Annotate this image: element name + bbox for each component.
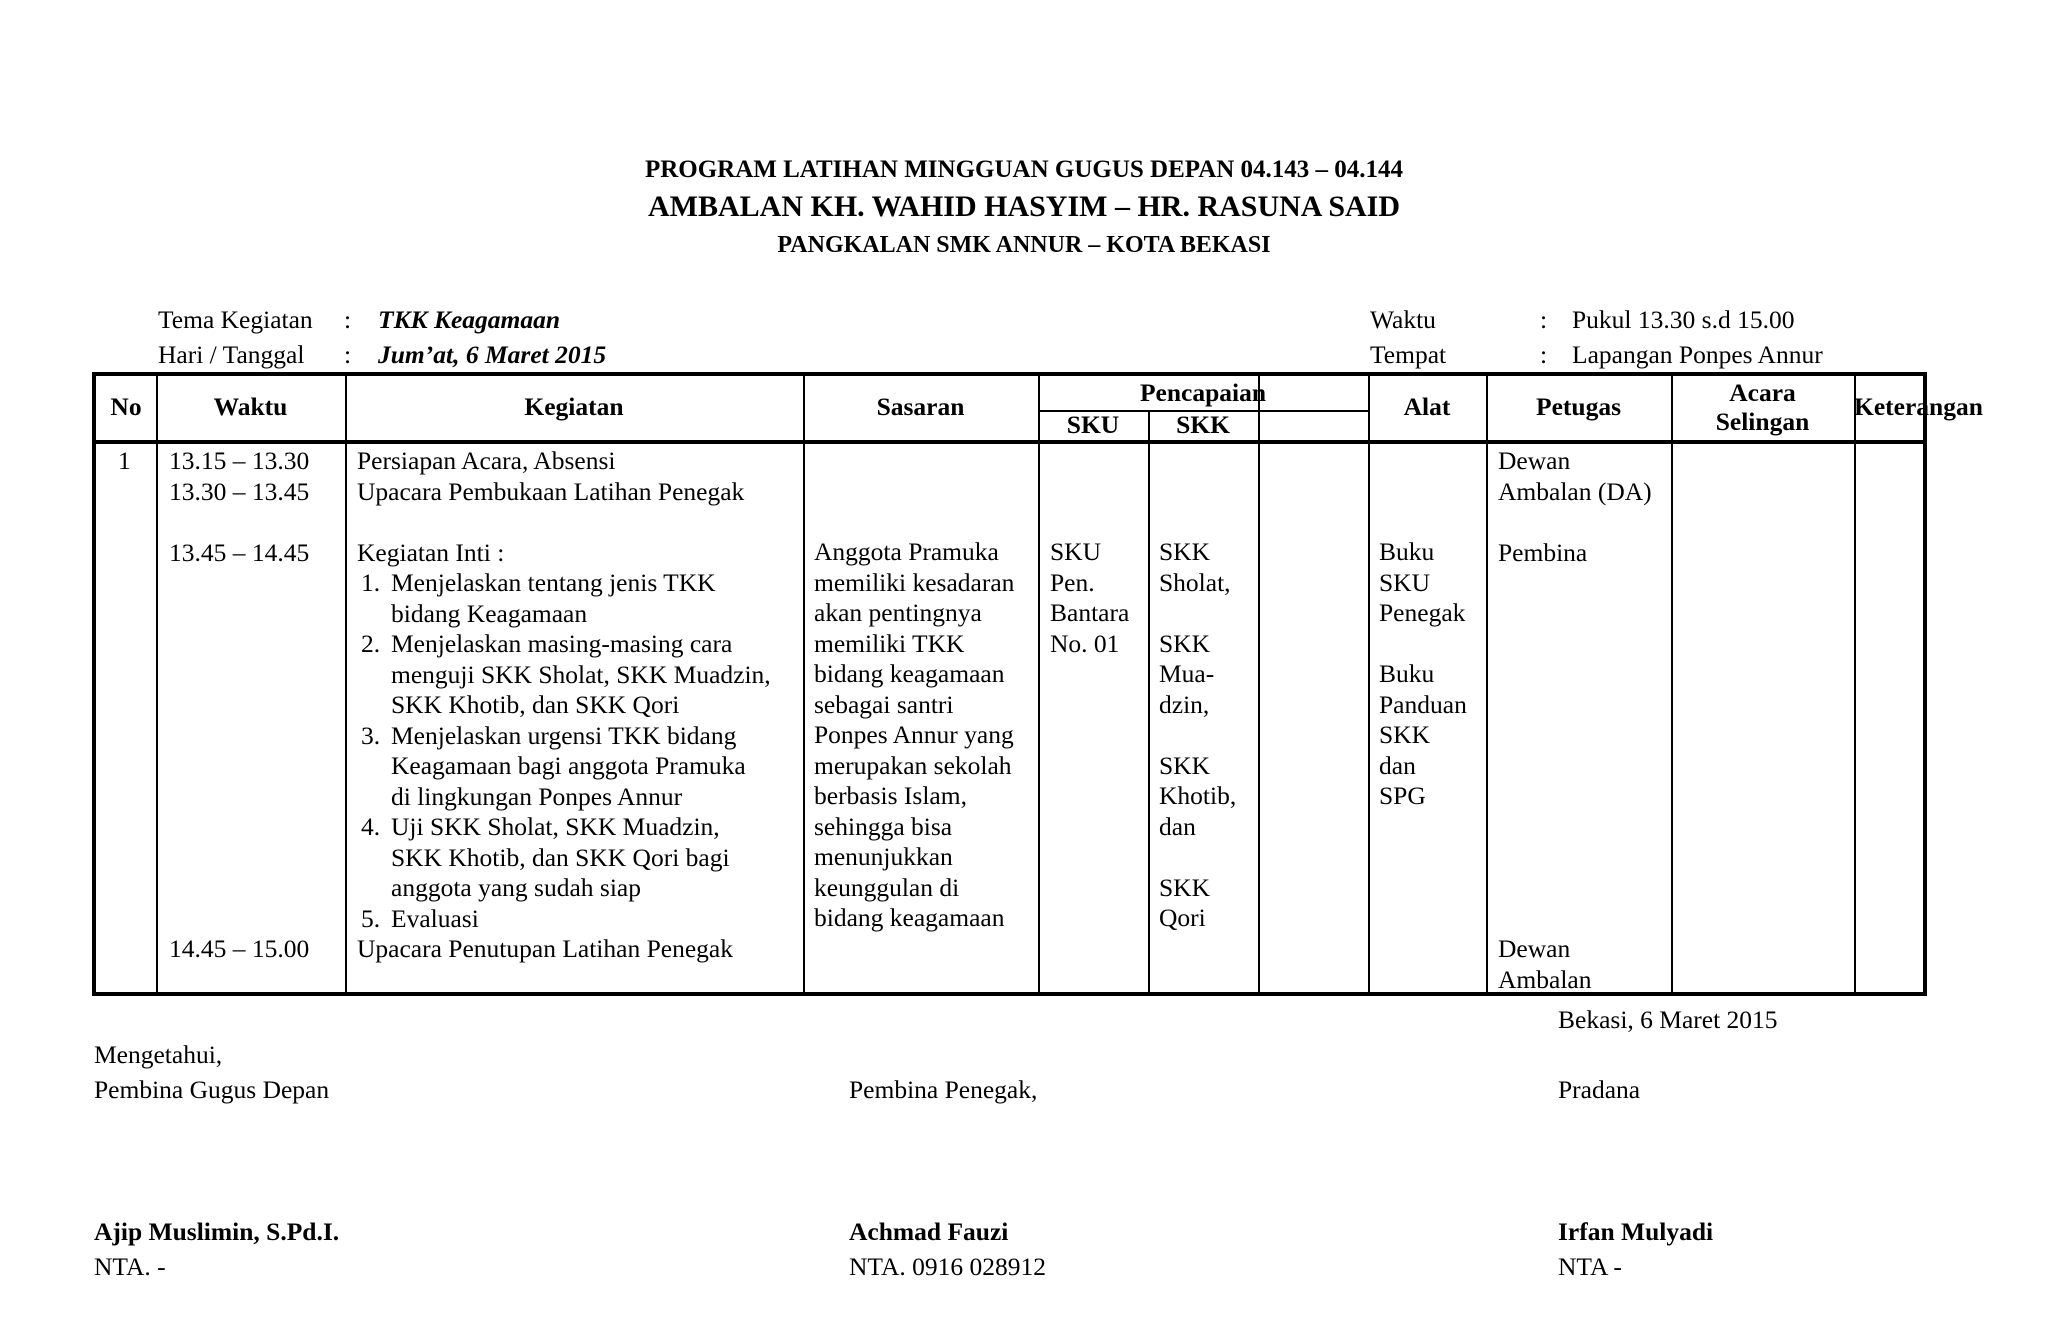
document-title-line1: PROGRAM LATIHAN MINGGUAN GUGUS DEPAN 04.143 – 04.144 (644, 156, 1404, 183)
alat-line: SPG (1379, 781, 1426, 810)
skk-line: SKK (1159, 750, 1211, 780)
list-line: anggota yang sudah siap (391, 873, 641, 902)
list-line: Menjelaskan masing-masing cara (391, 629, 733, 658)
petugas-bottom (1498, 934, 1591, 995)
document-title-line2: AMBALAN KH. WAHID HASYIM – HR. RASUNA SAID (647, 190, 1401, 223)
sku-line: Pen. (1050, 567, 1095, 597)
list-number: 3. (361, 720, 381, 750)
sasaran-line: merupakan sekolah (814, 750, 1012, 780)
header-divider (96, 440, 1923, 444)
alat-line: Penegak (1379, 598, 1466, 627)
waktu-line: 14.45 – 15.00 (169, 934, 310, 963)
sku-line: No. 01 (1050, 628, 1120, 658)
tema-value: TKK Keagamaan (378, 305, 561, 334)
sasaran-line: bidang keagamaan (814, 659, 1005, 688)
tema-label: Tema Kegiatan (158, 305, 313, 334)
signer-mid-role: Pembina Penegak, (849, 1075, 1038, 1104)
kegiatan-cell (357, 446, 771, 934)
tempat-separator: : (1540, 340, 1548, 369)
list-line: Menjelaskan tentang jenis TKK (391, 568, 716, 597)
list-line: SKK Khotib, dan SKK Qori (391, 690, 680, 719)
col-divider (156, 376, 158, 992)
signer-mid-nta: NTA. 0916 028912 (849, 1252, 1046, 1281)
list-line: bidang Keagamaan (391, 598, 588, 628)
list-item (357, 904, 771, 935)
kegiatan-line: Upacara Penutupan Latihan Penegak (357, 934, 733, 963)
waktu-label: Waktu (1370, 305, 1436, 334)
header-kegiatan: Kegiatan (524, 392, 624, 421)
waktu-line: 13.45 – 14.45 (169, 537, 310, 567)
hari-label: Hari / Tanggal (158, 340, 305, 369)
mengetahui-label: Mengetahui, (94, 1040, 223, 1069)
waktu-cell (169, 446, 309, 568)
skk-line: Sholat, (1159, 567, 1231, 597)
alat-line: dan (1379, 750, 1416, 780)
list-number: 4. (361, 812, 381, 841)
document-title-line3: PANGKALAN SMK ANNUR – KOTA BEKASI (777, 232, 1271, 258)
list-number: 5. (361, 903, 381, 933)
header-petugas: Petugas (1536, 392, 1621, 421)
list-item (357, 721, 771, 813)
sasaran-line: memiliki TKK (814, 628, 965, 658)
col-divider (1854, 376, 1856, 992)
waktu-line: 13.30 – 13.45 (169, 476, 310, 506)
skk-line: dan (1159, 811, 1196, 841)
header-pencapaian: Pencapaian (1139, 378, 1267, 407)
sasaran-line: berbasis Islam, (814, 781, 967, 810)
header-sasaran: Sasaran (876, 392, 965, 421)
skk-cell (1159, 537, 1236, 934)
col-divider (803, 376, 805, 992)
list-line: menguji SKK Sholat, SKK Muadzin, (391, 659, 771, 689)
skk-line: Khotib, (1159, 781, 1237, 810)
col-divider (1368, 376, 1370, 992)
skk-line: SKK (1159, 537, 1211, 566)
kegiatan-line: Persiapan Acara, Absensi (357, 446, 616, 475)
sasaran-line: Anggota Pramuka (814, 537, 999, 566)
kegiatan-line: Kegiatan Inti : (357, 537, 505, 567)
header-waktu: Waktu (213, 392, 288, 421)
alat-line: SKU (1379, 567, 1431, 597)
waktu-line: 13.15 – 13.30 (169, 446, 310, 475)
list-line: Menjelaskan urgensi TKK bidang (391, 720, 737, 750)
hari-separator: : (344, 340, 352, 369)
sku-line: Bantara (1050, 598, 1130, 627)
kegiatan-list (357, 568, 771, 934)
header-keterangan: Keterangan (1854, 392, 1983, 421)
skk-line: Mua- (1159, 659, 1215, 688)
alat-cell (1379, 537, 1467, 812)
sku-cell (1050, 537, 1129, 659)
list-number: 1. (361, 568, 381, 597)
list-line: Evaluasi (391, 903, 479, 933)
sasaran-line: Ponpes Annur yang (814, 720, 1014, 749)
hari-value: Jum’at, 6 Maret 2015 (378, 340, 607, 369)
signer-right-nta: NTA - (1558, 1252, 1622, 1281)
alat-line: SKK (1379, 720, 1431, 749)
col-divider (1486, 376, 1488, 992)
skk-line: Qori (1159, 903, 1206, 932)
signer-mid-name: Achmad Fauzi (849, 1217, 1009, 1246)
sasaran-line: keunggulan di (814, 872, 960, 902)
list-line: Uji SKK Sholat, SKK Muadzin, (391, 812, 720, 841)
sasaran-line: memiliki kesadaran (814, 567, 1015, 597)
spacer (1498, 507, 1652, 538)
col-divider (345, 376, 347, 992)
petugas-line: Dewan (1498, 934, 1571, 963)
sasaran-line: akan pentingnya (814, 598, 982, 627)
alat-line: Buku (1379, 537, 1435, 566)
sasaran-line: menunjukkan (814, 842, 953, 871)
sku-line: SKU (1050, 537, 1102, 566)
petugas-line: Pembina (1498, 537, 1588, 567)
signer-right-name: Irfan Mulyadi (1558, 1217, 1714, 1246)
col-divider (1148, 410, 1150, 992)
spacer (169, 507, 309, 538)
spacer (1159, 842, 1236, 873)
list-item (357, 568, 771, 629)
sasaran-line: sehingga bisa (814, 811, 953, 841)
col-divider (1258, 376, 1260, 992)
col-divider (1038, 376, 1040, 992)
tempat-label: Tempat (1370, 340, 1447, 369)
row-no: 1 (118, 446, 131, 475)
header-skk: SKK (1176, 410, 1230, 439)
spacer (357, 507, 771, 538)
place-date: Bekasi, 6 Maret 2015 (1558, 1005, 1778, 1034)
skk-line: dzin, (1159, 689, 1210, 719)
signer-left-role: Pembina Gugus Depan (94, 1075, 330, 1104)
spacer (1159, 720, 1236, 751)
header-sku: SKU (1066, 410, 1120, 439)
header-acara-line2: Selingan (1715, 407, 1810, 436)
list-item (357, 629, 771, 721)
signer-left-name: Ajip Muslimin, S.Pd.I. (94, 1217, 340, 1246)
petugas-line: Ambalan (1498, 964, 1592, 994)
tempat-value: Lapangan Ponpes Annur (1572, 340, 1823, 369)
col-divider (1671, 376, 1673, 992)
schedule-table (92, 372, 1983, 996)
signer-left-nta: NTA. - (94, 1252, 166, 1281)
sasaran-line: sebagai santri (814, 689, 954, 719)
header-alat: Alat (1403, 392, 1451, 421)
petugas-line: Dewan (1498, 446, 1571, 475)
spacer (1379, 629, 1467, 660)
alat-line: Buku (1379, 659, 1435, 688)
waktu-value: Pukul 13.30 s.d 15.00 (1572, 305, 1795, 334)
petugas-line: Ambalan (DA) (1498, 476, 1652, 506)
header-no: No (110, 392, 142, 421)
kegiatan-line: Upacara Pembukaan Latihan Penegak (357, 476, 745, 506)
spacer (1159, 598, 1236, 629)
sasaran-line: bidang keagamaan (814, 903, 1005, 932)
header-acara-line1: Acara (1729, 378, 1796, 407)
list-line: Keagamaan bagi anggota Pramuka (391, 751, 746, 780)
waktu-separator: : (1540, 305, 1548, 334)
sasaran-cell (814, 537, 1014, 934)
alat-line: Panduan (1379, 689, 1467, 719)
list-item (357, 812, 771, 904)
list-number: 2. (361, 629, 381, 658)
signer-right-role: Pradana (1558, 1075, 1641, 1104)
skk-line: SKK (1159, 628, 1211, 658)
petugas-cell (1498, 446, 1652, 568)
list-line: SKK Khotib, dan SKK Qori bagi (391, 842, 730, 872)
list-line: di lingkungan Ponpes Annur (391, 781, 683, 811)
skk-line: SKK (1159, 872, 1211, 902)
tema-separator: : (344, 305, 352, 334)
